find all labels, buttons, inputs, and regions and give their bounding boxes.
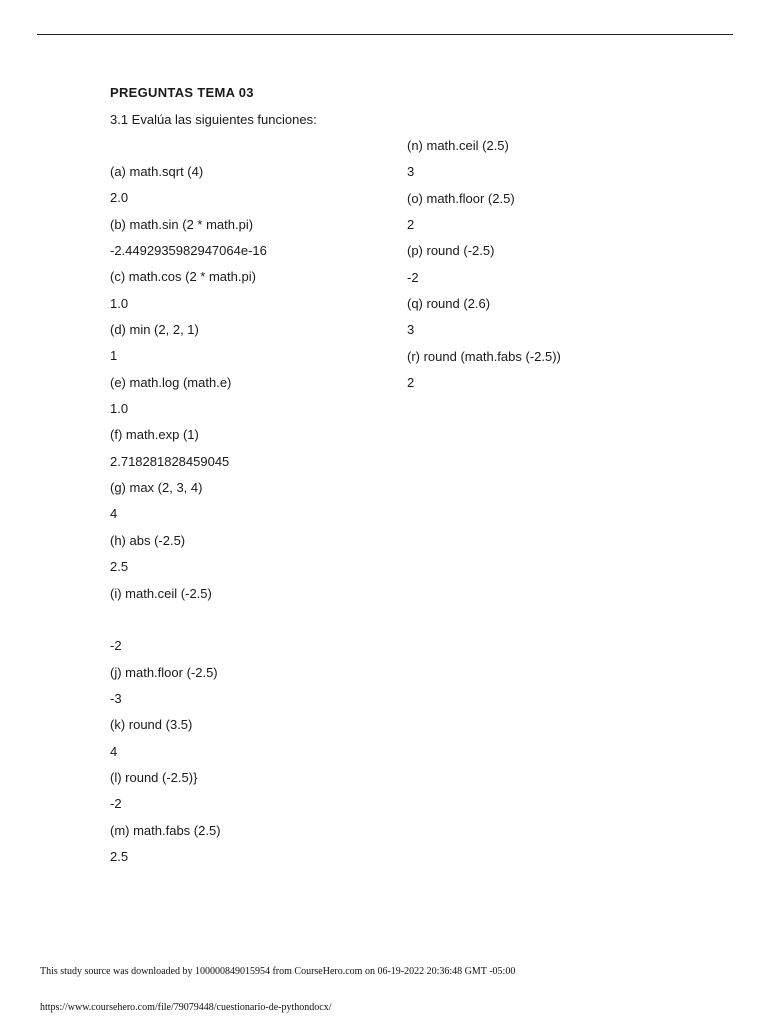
list-item: 2 [407, 375, 415, 391]
right-column [407, 138, 687, 401]
list-item: (b) math.sin (2 * math.pi) [110, 216, 254, 232]
list-item: 1.0 [110, 295, 129, 311]
list-item: 2 [407, 217, 415, 233]
list-item: (k) round (3.5) [110, 717, 193, 733]
list-item: 4 [110, 506, 118, 522]
list-item: 1 [110, 348, 118, 364]
list-item: (c) math.cos (2 * math.pi) [110, 269, 256, 285]
list-item: 3 [407, 322, 415, 338]
download-notice: This study source was downloaded by 100000849015954 from CourseHero.com on 06-19-2022 20:36:48 GMT -05:00 [40, 966, 516, 977]
list-item: (h) abs (-2.5) [110, 532, 186, 548]
list-item: 4 [110, 743, 118, 759]
list-item: (e) math.log (math.e) [110, 374, 232, 390]
list-item: (g) max (2, 3, 4) [110, 480, 203, 496]
list-item: 3 [407, 164, 415, 180]
list-item: 2.5 [110, 559, 129, 575]
list-item: 2.0 [110, 190, 129, 206]
page-title: PREGUNTAS TEMA 03 [110, 85, 254, 100]
header-divider [37, 34, 733, 35]
list-item: (m) math.fabs (2.5) [110, 822, 221, 838]
list-item: (l) round (-2.5)} [110, 769, 198, 785]
list-item: -3 [110, 690, 122, 706]
list-item: 2.5 [110, 848, 129, 864]
left-column [110, 164, 390, 875]
list-item: 1.0 [110, 401, 129, 417]
list-item: -2 [110, 796, 122, 812]
list-item: (o) math.floor (2.5) [407, 190, 515, 206]
source-url-link[interactable]: https://www.coursehero.com/file/79079448/cuestionario-de-pythondocx/ [40, 1002, 332, 1013]
list-item: (d) min (2, 2, 1) [110, 322, 199, 338]
list-item: -2.4492935982947064e-16 [110, 243, 267, 259]
blank-line [110, 612, 390, 638]
list-item: -2 [110, 638, 122, 654]
list-item: (i) math.ceil (-2.5) [110, 585, 212, 601]
list-item: (r) round (math.fabs (-2.5)) [407, 348, 561, 364]
list-item: (n) math.ceil (2.5) [407, 138, 509, 153]
list-item: (p) round (-2.5) [407, 243, 495, 259]
list-item: 2.718281828459045 [110, 453, 230, 469]
list-item: (a) math.sqrt (4) [110, 164, 204, 179]
section-heading: 3.1 Evalúa las siguientes funciones: [110, 112, 317, 127]
list-item: (j) math.floor (-2.5) [110, 664, 218, 680]
list-item: (q) round (2.6) [407, 296, 491, 312]
list-item: -2 [407, 269, 419, 285]
list-item: (f) math.exp (1) [110, 427, 199, 443]
